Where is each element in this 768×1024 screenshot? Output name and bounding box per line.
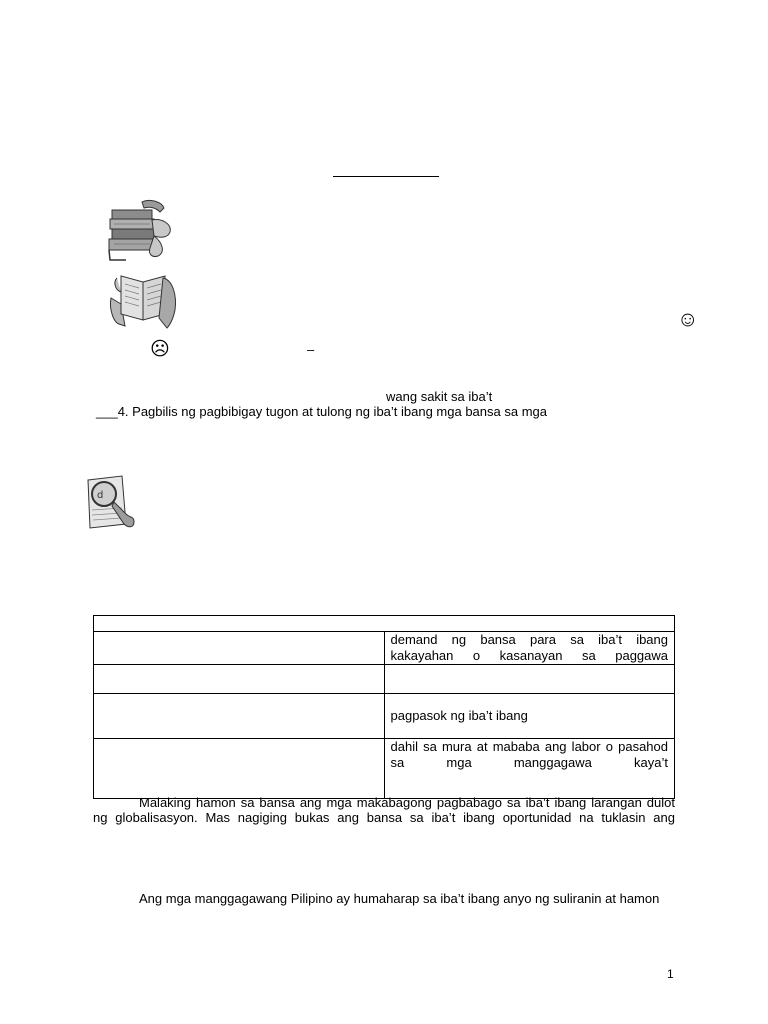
paragraph-1-line-1: Malaking hamon sa bansa ang mga makabagong pagbabago sa iba’t ibang larangan dulot xyxy=(139,795,675,810)
table-label-cell xyxy=(94,739,385,799)
frown-icon: ☹ xyxy=(150,339,170,360)
table-header-cell xyxy=(94,616,675,632)
open-book-icon xyxy=(107,268,179,330)
table-row xyxy=(94,694,675,739)
magnifier-document-icon xyxy=(82,474,140,532)
table-text-cell: pagpasok ng iba’t ibang xyxy=(384,694,675,739)
title-underline xyxy=(333,176,439,177)
info-table xyxy=(93,615,675,799)
dash-mark: – xyxy=(307,342,315,357)
item-4: ___4. Pagbilis ng pagbibigay tugon at tulong ng iba’t ibang mga bansa sa mga xyxy=(96,404,547,419)
table-row xyxy=(94,665,675,694)
books-held-icon xyxy=(104,198,174,262)
table-row xyxy=(94,739,675,799)
smiley-icon: ☺ xyxy=(677,308,699,331)
paragraph-2: Ang mga manggagawang Pilipino ay humaharap sa iba’t ibang anyo ng suliranin at hamon xyxy=(139,891,660,906)
table-label-cell xyxy=(94,694,385,739)
svg-text:d: d xyxy=(97,490,104,501)
table-label-cell xyxy=(94,665,385,694)
table-label-cell xyxy=(94,632,385,665)
table-row xyxy=(94,616,675,632)
text-fragment: wang sakit sa iba’t xyxy=(386,389,493,404)
paragraph-1-line-2: ng globalisasyon. Mas nagiging bukas ang bansa sa iba’t ibang oportunidad na tuklasin ang xyxy=(93,810,675,825)
table-row xyxy=(94,632,675,665)
paragraph-1 xyxy=(93,795,675,825)
table-text-cell xyxy=(384,665,675,694)
page-number: 1 xyxy=(667,967,674,981)
table-text-cell: demand ng bansa para sa iba’t ibang kakayahan o kasanayan sa paggawa xyxy=(384,632,675,665)
table-text-cell: dahil sa mura at mababa ang labor o pasahod sa mga manggagawa kaya’t xyxy=(384,739,675,799)
